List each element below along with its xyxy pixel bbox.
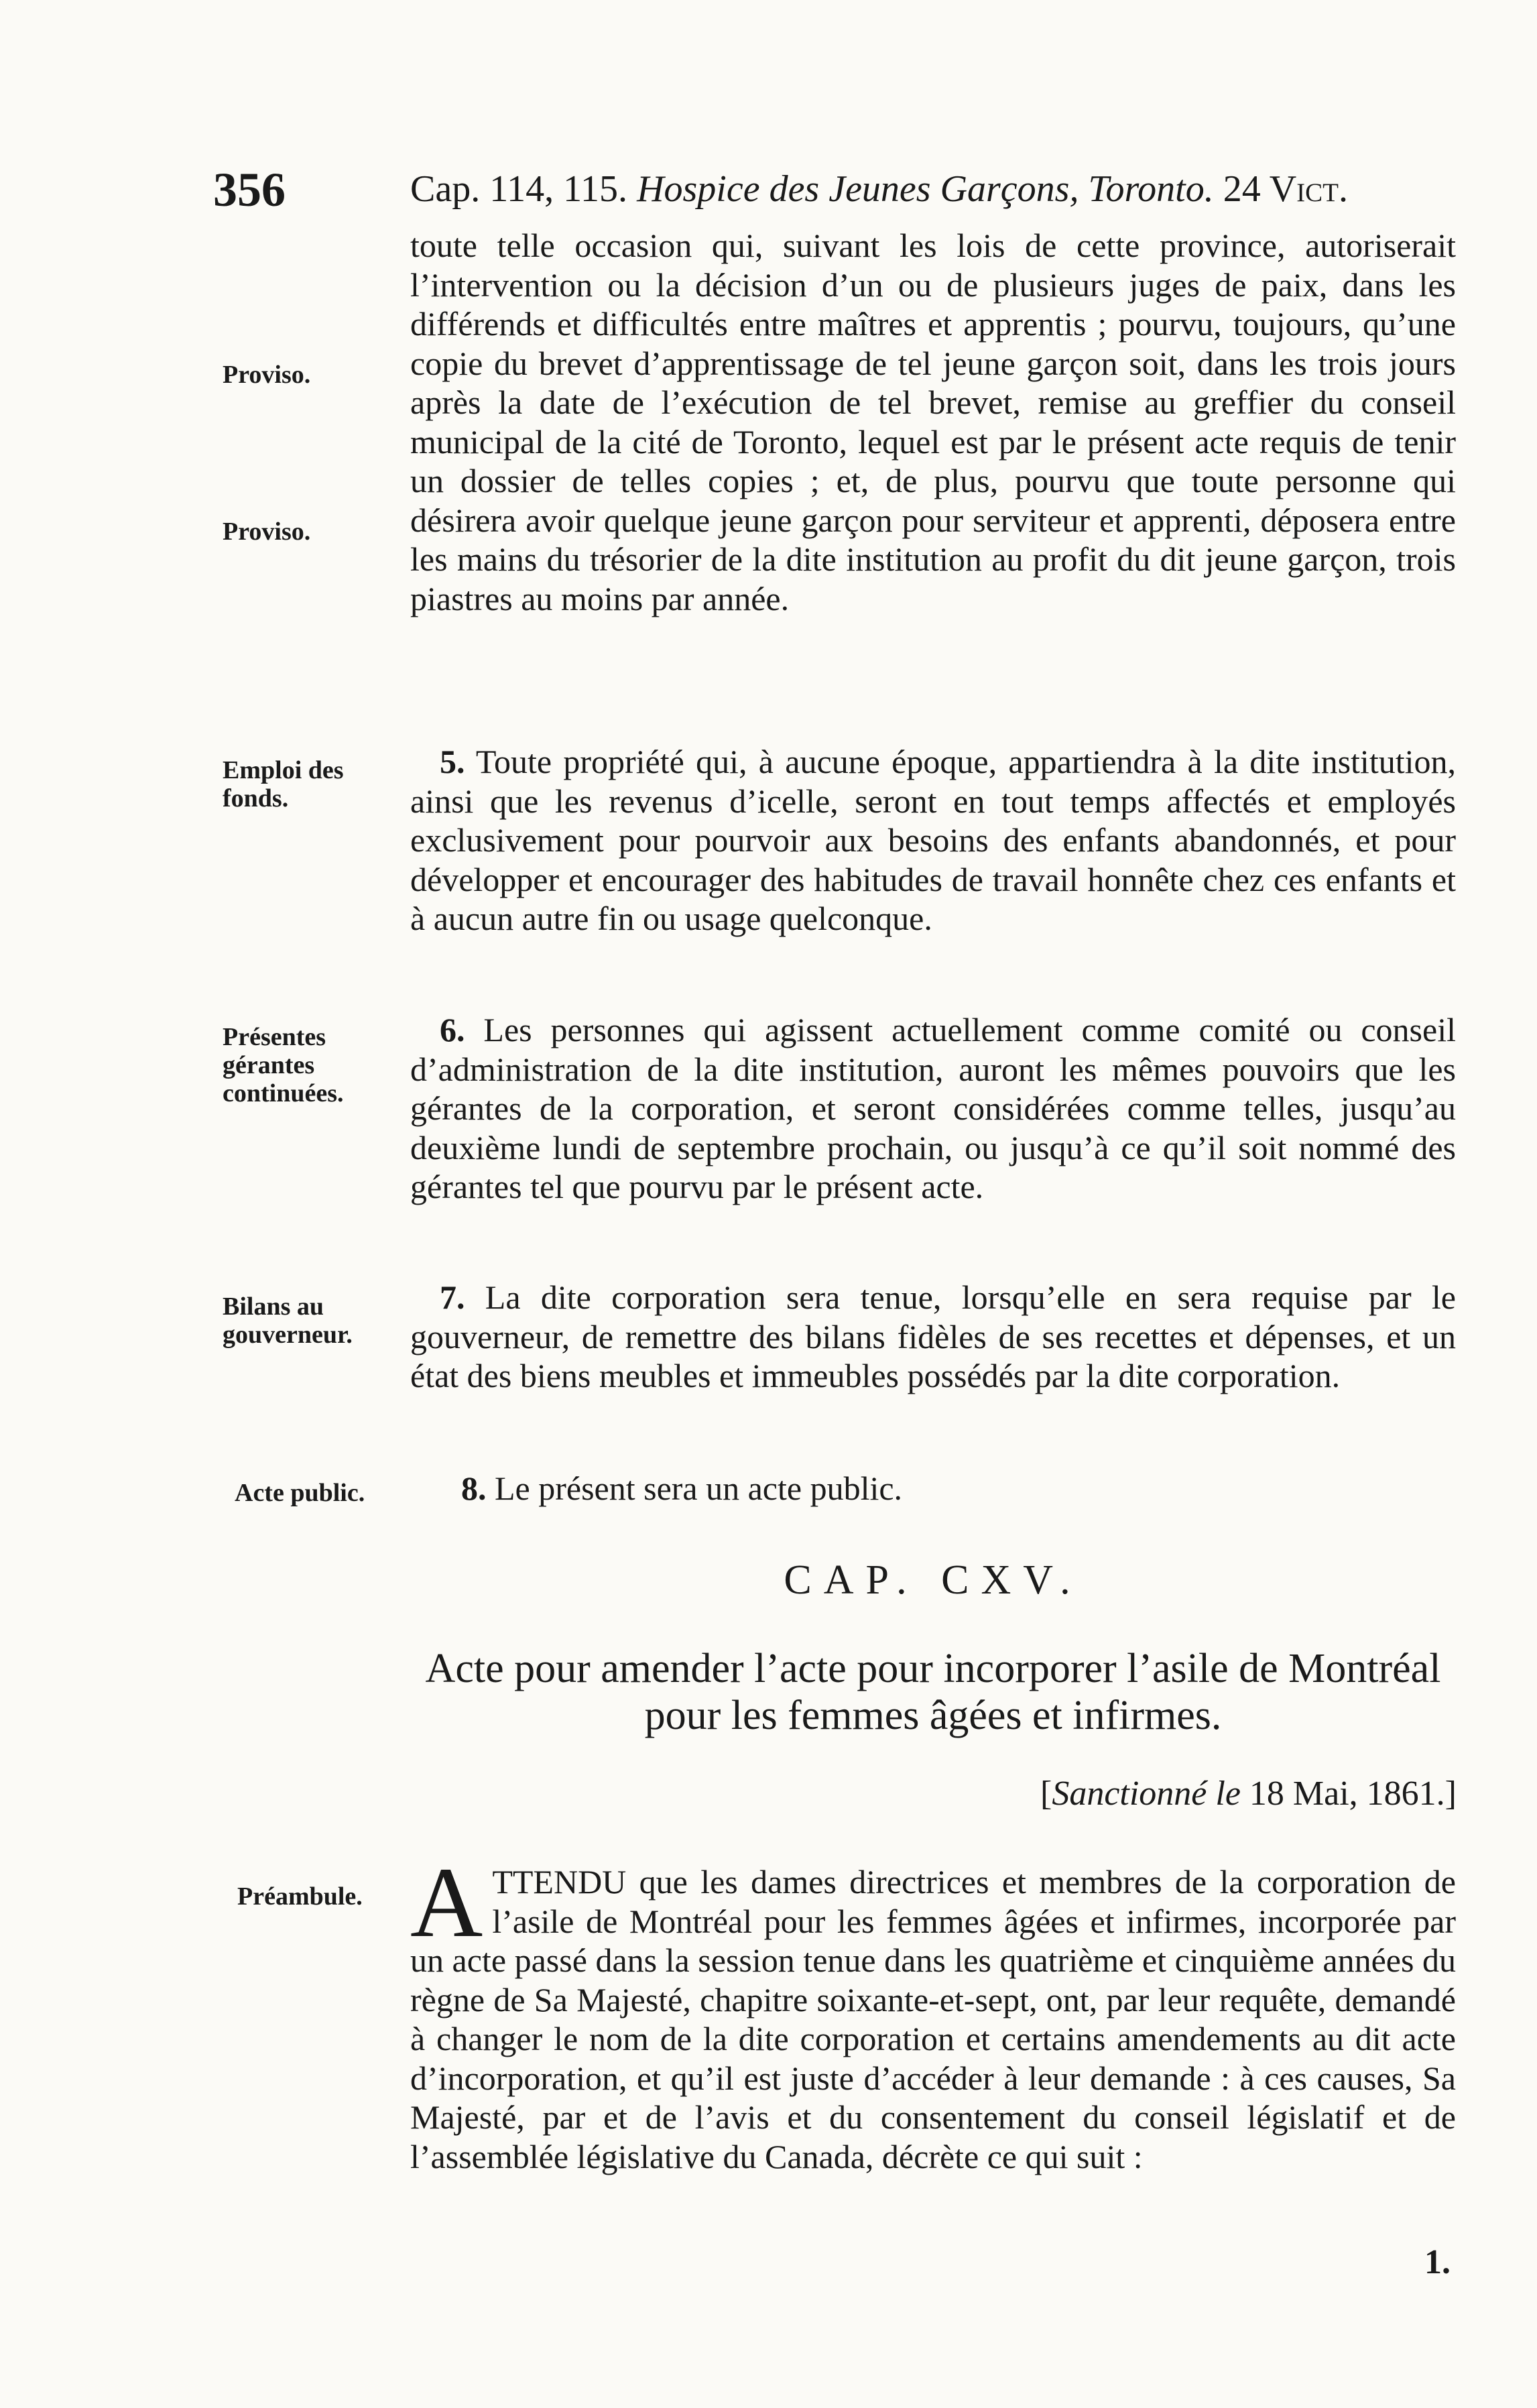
- header-year: 24 Vict.: [1223, 168, 1348, 210]
- header-title: Hospice des Jeunes Garçons, Toronto.: [637, 168, 1214, 210]
- section-5-text: Toute propriété qui, à aucune époque, appartiendra à la dite institution, ainsi que les revenus d’icelle, seront en tout temps affectés et employés exclusivement pour pourvoir aux besoins des enfants abandonnés, et pour développer et encourager des habitudes de travail honnête chez ces enfants et à aucun autre fin ou usage quelconque.: [410, 743, 1456, 937]
- section-6: [410, 1010, 1456, 1207]
- section-7-number: 7.: [440, 1278, 465, 1316]
- section-6-number: 6.: [440, 1011, 465, 1048]
- section-6-text: Les personnes qui agissent actuellement comme comité ou conseil d’administration de la dite institution, auront les mêmes pouvoirs que les gérantes de la corporation, et seront considérées comme telles, jusqu’au deuxième lundi de septembre prochain, ou jusqu’à ce qu’il soit nommé des gérantes tel que pourvu par le présent acte.: [410, 1011, 1456, 1205]
- sanction-date-value: 18 Mai, 1861.: [1249, 1774, 1445, 1813]
- section-7-text: La dite corporation sera tenue, lorsqu’elle en sera requise par le gouverneur, de remettre des bilans fidèles de ses recettes et dépenses, et un état des biens meubles et immeubles possédés par la dite corporation.: [410, 1278, 1457, 1394]
- section-8-text: Le présent sera un acte public.: [495, 1469, 903, 1507]
- drop-cap: A: [410, 1847, 483, 1958]
- catchword: 1.: [1424, 2243, 1451, 2281]
- preamble: [410, 1847, 1456, 2176]
- margin-note-presentes-gerantes: Présentes gérantes continuées.: [223, 1023, 344, 1107]
- sanction-date: [Sanctionné le 18 Mai, 1861.]: [1040, 1774, 1457, 1813]
- section-5-number: 5.: [440, 743, 465, 780]
- sanction-label: Sanctionné le: [1052, 1774, 1241, 1813]
- margin-note-proviso-1: Proviso.: [223, 361, 311, 389]
- margin-note-preambule: Préambule.: [237, 1882, 363, 1911]
- header-cap: Cap. 114, 115.: [410, 168, 628, 210]
- margin-note-bilans: Bilans au gouverneur.: [223, 1292, 353, 1349]
- act-title: Acte pour amender l’acte pour incorporer l’asile de Montréal pour les femmes âgées et infirmes.: [425, 1646, 1441, 1738]
- page-number: 356: [213, 163, 286, 217]
- margin-note-proviso-2: Proviso.: [223, 518, 311, 546]
- section-7: [410, 1278, 1456, 1396]
- chapter-heading: CAP. CXV.: [784, 1557, 1083, 1603]
- margin-note-emploi-des-fonds: Emploi des fonds.: [223, 756, 344, 812]
- running-head: [410, 168, 1348, 210]
- preamble-text: TTENDU que les dames directrices et membres de la corporation de l’asile de Montréal pour les femmes âgées et infirmes, incorporée par un acte passé dans la session tenue dans les quatrième et cinquième années du règne de Sa Majesté, chapitre soixante-et-sept, ont, par leur requête, demandé à changer le nom de la dite corporation et certains amendements au dit acte d’incorporation, et qu’il est juste d’accéder à leur demande : à ces causes, Sa Majesté, par et de l’avis et du consentement du conseil législatif et de l’assemblée législative du Canada, décrète ce qui suit :: [410, 1863, 1456, 2175]
- section-4-continuation: toute telle occasion qui, suivant les lois de cette province, autoriserait l’intervention ou la décision d’un ou de plusieurs juges de paix, dans les différends et difficultés entre maîtres et apprentis ; pourvu, toujours, qu’une copie du brevet d’apprentissage de tel jeune garçon soit, dans les trois jours après la date de l’exécution de tel brevet, remise au greffier du conseil municipal de la cité de Toronto, lequel est par le présent acte requis de tenir un dossier de telles copies ; et, de plus, pourvu que toute personne qui désirera avoir quelque jeune garçon pour serviteur et apprenti, déposera entre les mains du trésorier de la dite institution au profit du dit jeune garçon, trois piastres au moins par année.: [410, 227, 1456, 617]
- section-8: [410, 1469, 1456, 1508]
- section-5: [410, 742, 1456, 939]
- running-header: [0, 162, 1537, 216]
- margin-note-acte-public: Acte public.: [235, 1479, 365, 1507]
- section-8-number: 8.: [461, 1469, 487, 1507]
